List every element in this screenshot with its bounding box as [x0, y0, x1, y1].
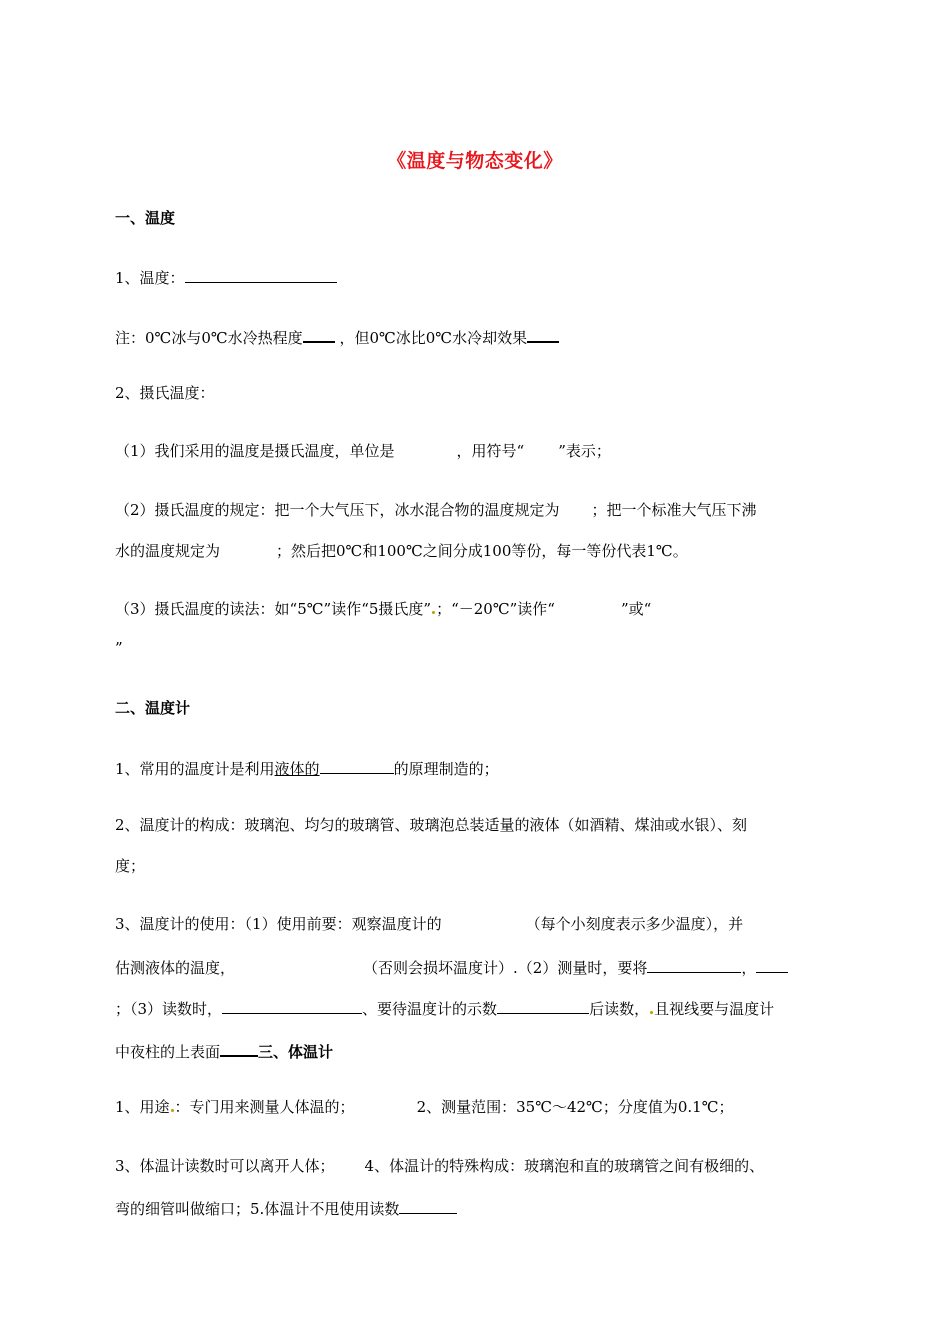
answer-blank[interactable] — [303, 325, 335, 343]
item-text: （3）摄氏温度的读法：如“5℃”读作“5摄氏度” — [115, 600, 432, 618]
s2-question-1 — [115, 757, 499, 779]
item-text: （每个小刻度表示多少温度），并 — [525, 915, 744, 933]
item-text: ”或“ — [620, 600, 652, 618]
item-text: 4、体温计的特殊构成：玻璃泡和直的玻璃管之间有极细的、 — [364, 1157, 765, 1175]
s2-question-2-cont: 度； — [115, 857, 146, 875]
item-text: ，用符号“ — [456, 442, 525, 460]
answer-blank[interactable] — [185, 266, 337, 283]
section-heading-clinical-thermometer: 三、体温计 — [258, 1043, 334, 1061]
item-text: 、要待温度计的示数 — [362, 1000, 498, 1018]
item-text: 1、常用的温度计是利用 — [115, 760, 275, 778]
answer-blank[interactable] — [222, 997, 362, 1014]
item-text: 水的温度规定为 — [115, 542, 221, 560]
item-text: ；然后把0℃和100℃之间分成100等份，每一等份代表1℃。 — [276, 542, 688, 560]
question-text: 1、温度： — [115, 269, 185, 287]
mark-dot — [171, 1109, 174, 1112]
item-text: 的原理制造的； — [393, 760, 499, 778]
item-text: 3、体温计读数时可以离开人体； — [115, 1157, 335, 1175]
item-text: ；把一个标准大气压下沸 — [591, 501, 757, 519]
item-text: 2、测量范围：35℃～42℃；分度值为0.1℃； — [416, 1098, 734, 1116]
s3-line-1 — [115, 1097, 733, 1117]
item-text: （1）我们采用的温度是摄氏温度，单位是 — [115, 442, 395, 460]
s2-question-3 — [115, 914, 743, 934]
question-2-celsius: 2、摄氏温度： — [115, 384, 215, 402]
item-text: 估测液体的温度， — [115, 959, 236, 977]
note-text-a: 注：0℃冰与0℃水冷热程度 — [115, 329, 303, 347]
item-text: 3、温度计的使用：（1）使用前要：观察温度计的 — [115, 915, 442, 933]
question-1-temperature — [115, 266, 337, 288]
item-text: ；“－20℃”读作“ — [436, 600, 555, 618]
item-text: ：专门用来测量人体温的； — [174, 1098, 355, 1116]
answer-blank[interactable] — [647, 956, 741, 973]
s3-line-3 — [115, 1197, 457, 1219]
document-title: 《温度与物态变化》 — [387, 150, 563, 172]
item-text: 后读数， — [589, 1000, 650, 1018]
answer-blank[interactable] — [220, 1039, 258, 1057]
mark-dot — [432, 611, 435, 614]
answer-blank[interactable] — [399, 1197, 457, 1214]
s2-question-3-line3 — [115, 997, 774, 1019]
item-2-definition — [115, 500, 757, 520]
note-text-b: ，但0℃冰比0℃水冷却效果 — [339, 329, 528, 347]
section-heading-temperature: 一、温度 — [115, 209, 176, 227]
answer-blank[interactable] — [527, 325, 559, 343]
section-heading-thermometer: 二、温度计 — [115, 699, 191, 717]
answer-blank[interactable] — [756, 956, 788, 973]
item-text: （2）摄氏温度的规定：把一个大气压下，冰水混合物的温度规定为 — [115, 501, 560, 519]
item-text: ；（3）读数时， — [115, 1000, 223, 1018]
s2-question-3-line2 — [115, 956, 788, 978]
item-text: 1、用途 — [115, 1098, 170, 1116]
item-text: （否则会损坏温度计）.（2）测量时，要将 — [363, 959, 648, 977]
mark-dot — [650, 1011, 653, 1014]
item-3-reading — [115, 599, 651, 619]
item-text: ， — [741, 959, 757, 977]
item-3-reading-cont: ” — [115, 639, 123, 657]
s2-question-2: 2、温度计的构成：玻璃泡、均匀的玻璃管、玻璃泡总装适量的液体（如酒精、煤油或水银）、刻 — [115, 816, 748, 834]
answer-blank[interactable] — [497, 997, 589, 1014]
note-line — [115, 325, 559, 348]
s2-question-3-line4 — [115, 1039, 333, 1062]
item-text: 且视线要与温度计 — [654, 1000, 775, 1018]
answer-blank[interactable] — [320, 757, 394, 774]
underlined-text: 液体的 — [274, 760, 320, 778]
item-1-unit — [115, 441, 611, 461]
item-2-definition-cont — [115, 541, 688, 561]
item-text: 弯的细管叫做缩口；5.体温计不甩使用读数 — [115, 1200, 400, 1218]
item-text: ”表示； — [558, 442, 611, 460]
s3-line-2 — [115, 1156, 764, 1176]
item-text: 中夜柱的上表面 — [115, 1043, 221, 1061]
